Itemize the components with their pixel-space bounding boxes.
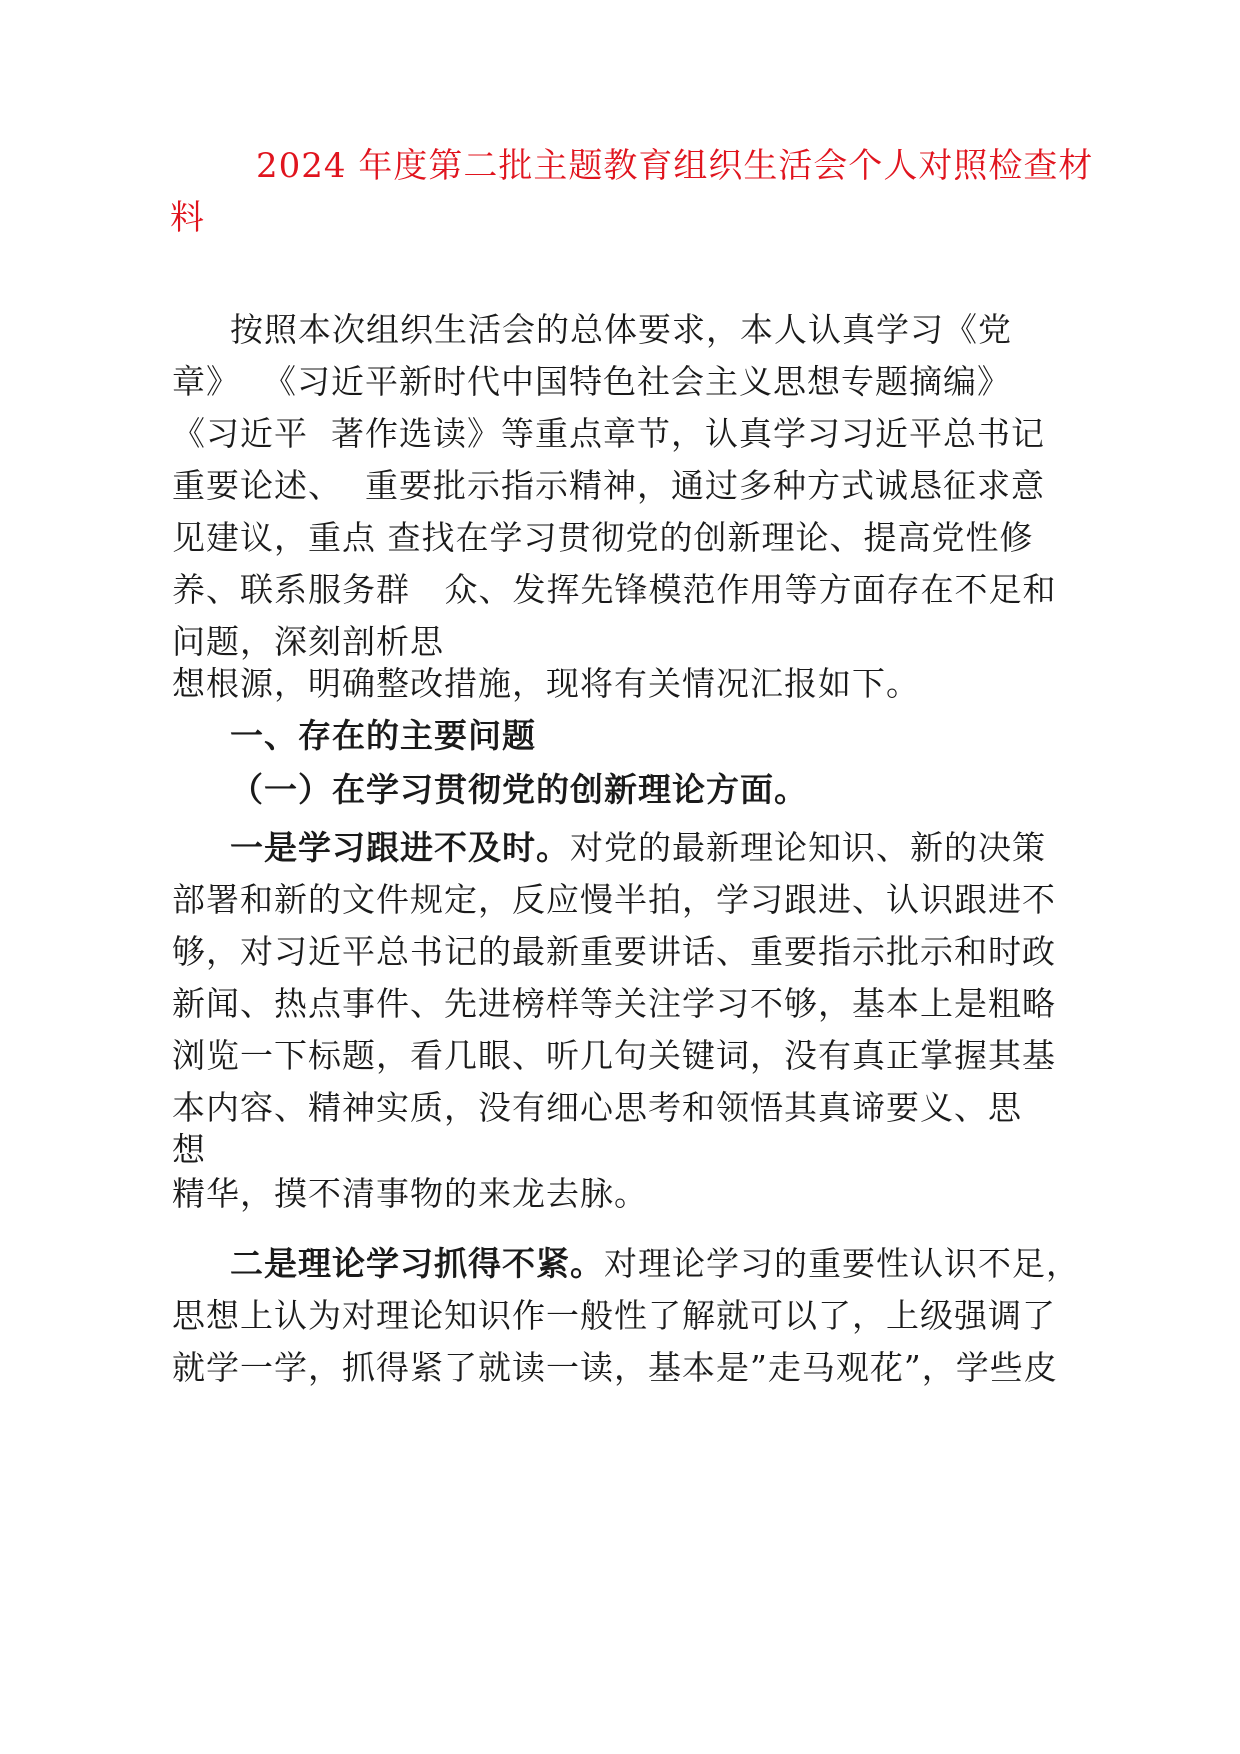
- point-1-first-line-text: 对党的最新理论知识、新的决策: [570, 828, 1046, 867]
- intro-line-1: 按照本次组织生活会的总体要求，本人认真学习《党: [230, 310, 1012, 349]
- intro-line-8: 想根源，明确整改措施，现将有关情况汇报如下。: [172, 664, 920, 703]
- intro-line-5: 见建议，重点 查找在学习贯彻党的创新理论、提高党性修: [172, 518, 1034, 557]
- subsection-heading: （一）在学习贯彻党的创新理论方面。: [230, 770, 808, 809]
- point-2-lead: 二是理论学习抓得不紧。: [230, 1244, 604, 1283]
- point-2-line-2: 思想上认为对理论知识作一般性了解就可以了，上级强调了: [172, 1296, 1056, 1335]
- document-title-line-2: 料: [170, 198, 205, 238]
- point-1-line-5: 浏览一下标题，看几眼、听几句关键词，没有真正掌握其基: [172, 1036, 1056, 1075]
- point-2-first-line: [230, 1244, 1080, 1284]
- intro-line-4: 重要论述、 重要批示指示精神，通过多种方式诚恳征求意: [172, 466, 1045, 505]
- point-1-line-2: 部署和新的文件规定，反应慢半拍，学习跟进、认识跟进不: [172, 880, 1056, 919]
- intro-line-6: 养、联系服务群 众、发挥先锋模范作用等方面存在不足和: [172, 570, 1057, 609]
- point-1-first-line: [230, 828, 1046, 868]
- intro-line-2: 章》 《习近平新时代中国特色社会主义思想专题摘编》: [172, 362, 1011, 401]
- document-title-line-1: 2024 年度第二批主题教育组织生活会个人对照检查材: [256, 146, 1094, 186]
- point-1-line-6: 本内容、精神实质，没有细心思考和领悟其真谛要义、思: [172, 1088, 1022, 1127]
- point-1-line-7: 想: [172, 1130, 206, 1169]
- section-heading: 一、存在的主要问题: [230, 716, 536, 755]
- point-1-lead: 一是学习跟进不及时。: [230, 828, 570, 867]
- point-1-line-4: 新闻、热点事件、先进榜样等关注学习不够，基本上是粗略: [172, 984, 1056, 1023]
- intro-line-3: 《习近平 著作选读》等重点章节，认真学习习近平总书记: [172, 414, 1045, 453]
- point-1-line-8: 精华，摸不清事物的来龙去脉。: [172, 1174, 648, 1213]
- point-2-line-3: 就学一学，抓得紧了就读一读，基本是”走马观花”，学些皮: [172, 1348, 1058, 1387]
- point-2-first-line-text: 对理论学习的重要性认识不足，: [604, 1244, 1080, 1283]
- intro-line-7: 问题，深刻剖析思: [172, 622, 444, 661]
- point-1-line-3: 够，对习近平总书记的最新重要讲话、重要指示批示和时政: [172, 932, 1056, 971]
